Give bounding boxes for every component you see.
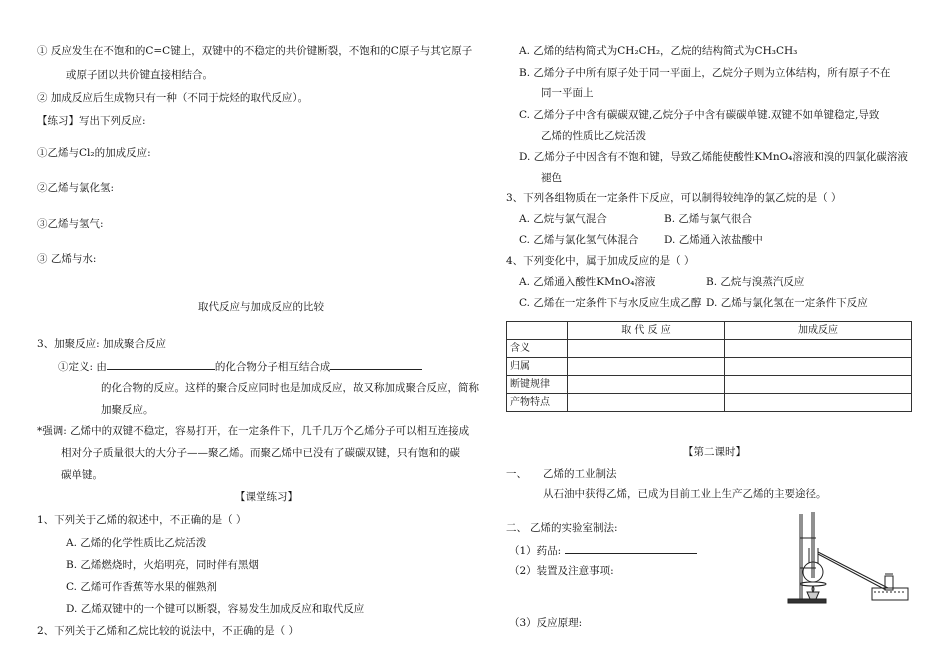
q1-option-a: A. 乙烯的化学性质比乙烷活泼: [66, 537, 207, 549]
ethylene-apparatus-illustration: [782, 508, 914, 608]
practice-title: 【练习】写出下列反应:: [37, 115, 146, 127]
practice-item-2: ②乙烯与氯化氢:: [37, 182, 115, 194]
q1-option-c: C. 乙烯可作香蕉等水果的催熟剂: [66, 581, 217, 593]
table-row: [507, 340, 912, 358]
table-cell[interactable]: [568, 376, 725, 394]
question-3: 3、下列各组物质在一定条件下反应，可以制得较纯净的氯乙烷的是（ ）: [506, 192, 842, 204]
definition-blank-2[interactable]: [330, 359, 422, 370]
definition-prefix: ①定义: 由: [58, 361, 107, 373]
q3-option-c: C. 乙烯与氯化氢气体混合: [519, 234, 639, 246]
q2-option-b: B. 乙烯分子中所有原子处于同一平面上，乙烷分子则为立体结构，所有原子不在: [519, 67, 891, 79]
section-2-title: 乙烯的实验室制法:: [530, 522, 618, 534]
definition-line-3: 加聚反应。: [101, 404, 154, 416]
definition-line-2: 的化合物的反应。这样的聚合反应同时也是加成反应，故又称加成聚合反应，简称: [101, 382, 479, 394]
question-4: 4、下列变化中，属于加成反应的是（ ）: [506, 255, 695, 267]
section-1-body: 从石油中获得乙烯，已成为目前工业上生产乙烯的主要途径。: [543, 488, 827, 500]
comparison-table: [506, 321, 912, 412]
practice-item-1: ①乙烯与Cl₂的加成反应:: [37, 147, 151, 159]
table-header-cell: [507, 322, 568, 340]
q1-option-b: B. 乙烯燃烧时，火焰明亮，同时伴有黑烟: [66, 559, 259, 571]
table-cell[interactable]: [568, 394, 725, 412]
table-header-cell: 加成反应: [725, 322, 912, 340]
q1-option-d: D. 乙烯双键中的一个键可以断裂，容易发生加成反应和取代反应: [66, 603, 365, 615]
definition-blank-1[interactable]: [107, 359, 215, 370]
q2-option-d: D. 乙烯分子中因含有不饱和键，导致乙烯能使酸性KMnO₄溶液和溴的四氯化碳溶液: [519, 151, 908, 163]
section-2-number: 二、: [506, 522, 527, 534]
table-header-row: [507, 322, 912, 340]
q3-option-b: B. 乙烯与氯气很合: [664, 213, 752, 225]
question-2: 2、下列关于乙烯和乙烷比较的说法中，不正确的是（ ）: [37, 625, 300, 637]
table-cell[interactable]: [725, 340, 912, 358]
table-row-label: 含义: [507, 340, 568, 358]
reaction-principle-label: （3）反应原理:: [509, 617, 583, 629]
reagents-line: [509, 543, 697, 558]
table-cell[interactable]: [725, 394, 912, 412]
table-row: [507, 376, 912, 394]
practice-item-3: ③乙烯与氢气:: [37, 218, 104, 230]
note-1-cont: 或原子团以共价键直接相结合。: [66, 69, 213, 81]
q4-option-c: C. 乙烯在一定条件下与水反应生成乙醇: [519, 297, 702, 309]
q2-option-c-cont: 乙烯的性质比乙烷活泼: [541, 130, 646, 142]
note-2: ② 加成反应后生成物只有一种（不同于烷烃的取代反应）。: [37, 92, 309, 104]
section-1-number: 一、: [506, 468, 527, 480]
definition-line: [58, 359, 422, 374]
table-header-cell: 取 代 反 应: [568, 322, 725, 340]
table-row: [507, 394, 912, 412]
q2-option-d-cont: 褪色: [541, 172, 562, 184]
table-row: [507, 358, 912, 376]
section-1-title: 乙烯的工业制法: [543, 468, 617, 480]
question-1: 1、下列关于乙烯的叙述中，不正确的是（ ）: [37, 514, 247, 526]
table-cell[interactable]: [725, 358, 912, 376]
practice-item-4: ③ 乙烯与水:: [37, 253, 97, 265]
table-cell[interactable]: [568, 358, 725, 376]
q2-option-a: A. 乙烯的结构简式为CH₂CH₂，乙烷的结构简式为CH₃CH₃: [519, 45, 798, 57]
q3-option-a: A. 乙烷与氯气混合: [519, 213, 607, 225]
compare-title: 取代反应与加成反应的比较: [198, 301, 324, 313]
class-practice-title: 【课堂练习】: [235, 491, 298, 503]
table-row-label: 产物特点: [507, 394, 568, 412]
emphasis-line-3: 碳单键。: [61, 469, 103, 481]
q3-option-d: D. 乙烯通入浓盐酸中: [664, 234, 763, 246]
q4-option-d: D. 乙烯与氯化氢在一定条件下反应: [706, 297, 868, 309]
q2-option-b-cont: 同一平面上: [541, 87, 594, 99]
reagents-blank[interactable]: [565, 543, 697, 554]
note-1: ① 反应发生在不饱和的C=C键上，双键中的不稳定的共价键断裂，不饱和的C原子与其它原子: [37, 45, 473, 57]
apparatus-label: （2）装置及注意事项:: [509, 565, 614, 577]
q4-option-b: B. 乙烷与溴蒸汽反应: [706, 276, 805, 288]
lesson-2-title: 【第二课时】: [683, 446, 746, 458]
polymer-heading: 3、加聚反应: 加成聚合反应: [37, 338, 167, 350]
q4-option-a: A. 乙烯通入酸性KMnO₄溶液: [519, 276, 656, 288]
table-cell[interactable]: [725, 376, 912, 394]
table-row-label: 断键规律: [507, 376, 568, 394]
reagents-label: （1）药品:: [509, 545, 562, 557]
emphasis-line-1: *强调: 乙烯中的双键不稳定，容易打开，在一定条件下，几千几万个乙烯分子可以相互连接成: [37, 425, 470, 437]
emphasis-line-2: 相对分子质量很大的大分子——聚乙烯。而聚乙烯中已没有了碳碳双键，只有饱和的碳: [61, 447, 460, 459]
table-row-label: 归属: [507, 358, 568, 376]
definition-mid: 的化合物分子相互结合成: [214, 361, 331, 373]
table-cell[interactable]: [568, 340, 725, 358]
q2-option-c: C. 乙烯分子中含有碳碳双键,乙烷分子中含有碳碳单键.双键不如单键稳定,导致: [519, 109, 880, 121]
